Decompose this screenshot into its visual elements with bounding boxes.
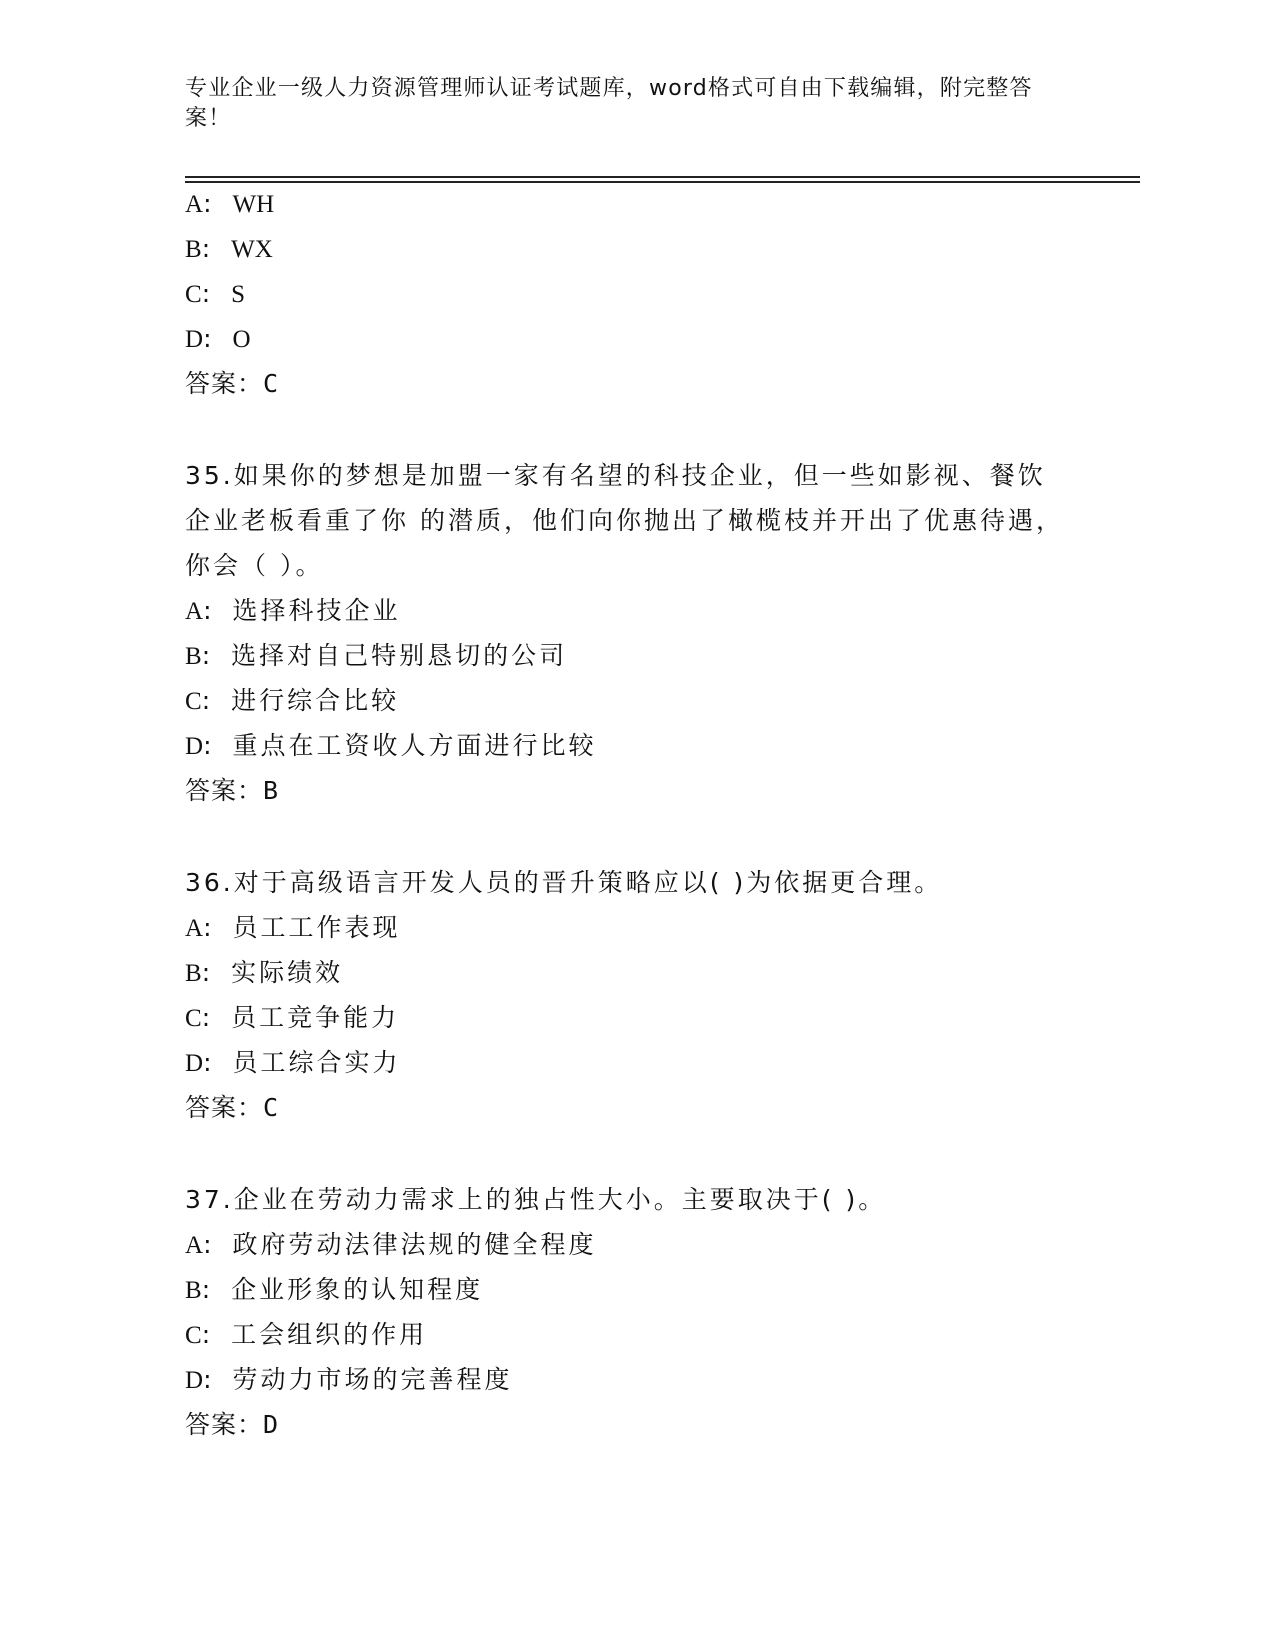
option-a: A: 选择科技企业	[185, 596, 401, 625]
question-text: 37.企业在劳动力需求上的独占性大小。主要取决于( )。	[185, 1185, 887, 1214]
document-header: 专业企业一级人力资源管理师认证考试题库，word格式可自由下载编辑，附完整答案！	[185, 76, 1033, 131]
question-37	[185, 1177, 1085, 1447]
option-b: B: WX	[185, 234, 273, 263]
option-b: B: 企业形象的认知程度	[185, 1275, 484, 1304]
option-d: D: 劳动力市场的完善程度	[185, 1365, 513, 1394]
answer-line: 答案：D	[185, 1410, 280, 1439]
option-d: D: 重点在工资收人方面进行比较	[185, 731, 597, 760]
option-d: D: 员工综合实力	[185, 1048, 401, 1077]
option-a: A: WH	[185, 189, 275, 218]
header-divider-top	[185, 176, 1140, 178]
option-c: C: S	[185, 279, 246, 308]
option-c: C: 员工竞争能力	[185, 1003, 400, 1032]
question-34-tail	[185, 181, 1085, 406]
option-b: B: 实际绩效	[185, 958, 344, 987]
answer-line: 答案：C	[185, 369, 280, 398]
answer-line: 答案：C	[185, 1093, 280, 1122]
question-36	[185, 860, 1085, 1130]
option-a: A: 员工工作表现	[185, 913, 401, 942]
question-35	[185, 453, 1085, 813]
option-d: D: O	[185, 324, 251, 353]
question-text: 35.如果你的梦想是加盟一家有名望的科技企业，但一些如影视、餐饮企业老板看重了你 的潜质，他们向你抛出了橄榄枝并开出了优惠待遇，你会（ ）。	[185, 461, 1064, 580]
answer-line: 答案：B	[185, 776, 280, 805]
option-c: C: 工会组织的作用	[185, 1320, 428, 1349]
option-a: A: 政府劳动法律法规的健全程度	[185, 1230, 597, 1259]
option-b: B: 选择对自己特别恳切的公司	[185, 641, 568, 670]
question-text: 36.对于高级语言开发人员的晋升策略应以( )为依据更合理。	[185, 868, 943, 897]
option-c: C: 进行综合比较	[185, 686, 400, 715]
